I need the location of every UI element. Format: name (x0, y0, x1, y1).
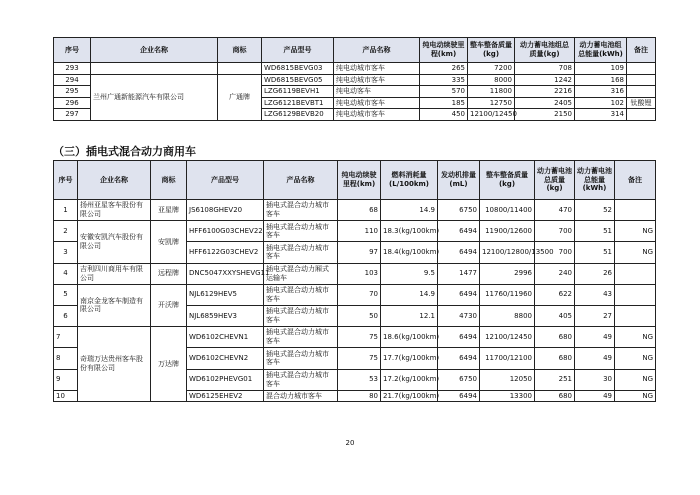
battery-mass-cell: 405 (535, 305, 575, 326)
row-number: 294 (54, 74, 91, 86)
col-header: 企业名称 (91, 38, 218, 63)
note-cell (615, 305, 656, 326)
col-header: 序号 (54, 38, 91, 63)
table-header-row (54, 38, 656, 63)
model-cell: JS6108GHEV20 (187, 200, 264, 221)
plug-in-hybrid-table (53, 160, 656, 402)
note-cell (627, 109, 656, 121)
mass-cell: 2996 (480, 263, 535, 284)
brand-cell-empty (218, 63, 262, 75)
battery-mass-cell: 680 (535, 327, 575, 348)
product-name-cell: 插电式混合动力城市客车 (264, 242, 338, 263)
company-cell: 扬州亚星客车股份有限公司 (78, 200, 151, 221)
col-header: 发动机排量(mL) (438, 161, 480, 200)
row-number: 10 (54, 390, 78, 402)
mass-cell: 11900/12600 (480, 221, 535, 242)
battery-mass-cell: 2150 (515, 109, 575, 121)
company-cell: 安徽安凯汽车股份有限公司 (78, 221, 151, 263)
product-name-cell: 插电式混合动力城市客车 (264, 369, 338, 390)
brand-cell: 广通牌 (218, 74, 262, 120)
battery-mass-cell: 700 (535, 221, 575, 242)
product-name-cell: 插电式混合动力城市客车 (264, 327, 338, 348)
mass-cell: 7200 (468, 63, 515, 75)
col-header: 整车整备质量(kg) (480, 161, 535, 200)
section-title: （三）插电式混合动力商用车 (53, 145, 196, 158)
fuel-cell: 18.6(kg/100km) (381, 327, 438, 348)
model-cell: DNC5047XXYSHEVG11 (187, 263, 264, 284)
displacement-cell: 6494 (438, 390, 480, 402)
note-cell: NG (615, 390, 656, 402)
mass-cell: 8000 (468, 74, 515, 86)
model-cell: HFF6100G03CHEV22 (187, 221, 264, 242)
battery-mass-cell: 708 (515, 63, 575, 75)
range-cell: 53 (338, 369, 381, 390)
battery-energy-cell: 51 (575, 221, 615, 242)
col-header: 纯电动续驶里程(km) (420, 38, 468, 63)
mass-cell: 12100/12800/13500 (480, 242, 535, 263)
col-header: 备注 (627, 38, 656, 63)
note-cell: 钛酸锂 (627, 97, 656, 109)
product-name-cell: 插电式混合动力城市客车 (264, 200, 338, 221)
fuel-cell: 18.3(kg/100km) (381, 221, 438, 242)
model-cell: LZG6121BEVBT1 (262, 97, 334, 109)
col-header: 商标 (151, 161, 187, 200)
col-header: 动力蓄电池总能量(kWh) (575, 161, 615, 200)
mass-cell: 11760/11960 (480, 284, 535, 305)
col-header: 产品型号 (262, 38, 334, 63)
range-cell: 185 (420, 97, 468, 109)
model-cell: WD6102CHEVN2 (187, 348, 264, 369)
model-cell: WD6815BEVG05 (262, 74, 334, 86)
row-number: 1 (54, 200, 78, 221)
note-cell (627, 74, 656, 86)
product-name-cell: 纯电动城市客车 (334, 109, 420, 121)
battery-mass-cell: 680 (535, 390, 575, 402)
model-cell: LZG6129BEVB20 (262, 109, 334, 121)
note-cell: NG (615, 348, 656, 369)
range-cell: 110 (338, 221, 381, 242)
product-name-cell: 纯电动城市客车 (334, 63, 420, 75)
battery-mass-cell: 680 (535, 348, 575, 369)
fuel-cell: 12.1 (381, 305, 438, 326)
row-number: 4 (54, 263, 78, 284)
col-header: 备注 (615, 161, 656, 200)
row-number: 5 (54, 284, 78, 305)
row-number: 293 (54, 63, 91, 75)
battery-energy-cell: 52 (575, 200, 615, 221)
col-header: 整车整备质量(kg) (468, 38, 515, 63)
col-header: 动力蓄电池组总质量(kg) (515, 38, 575, 63)
displacement-cell: 6494 (438, 348, 480, 369)
brand-cell: 万达牌 (151, 327, 187, 402)
battery-energy-cell: 49 (575, 327, 615, 348)
row-number: 9 (54, 369, 78, 390)
note-cell: NG (615, 242, 656, 263)
range-cell: 75 (338, 327, 381, 348)
range-cell: 335 (420, 74, 468, 86)
row-number: 3 (54, 242, 78, 263)
range-cell: 80 (338, 390, 381, 402)
range-cell: 265 (420, 63, 468, 75)
row-number: 8 (54, 348, 78, 369)
displacement-cell: 6494 (438, 284, 480, 305)
page-number: 20 (345, 439, 355, 447)
table-row (54, 263, 656, 284)
battery-mass-cell: 2405 (515, 97, 575, 109)
battery-energy-cell: 26 (575, 263, 615, 284)
col-header: 序号 (54, 161, 78, 200)
model-cell: LZG6119BEVH1 (262, 86, 334, 98)
col-header: 产品名称 (334, 38, 420, 63)
table-row (54, 284, 656, 305)
mass-cell: 12750 (468, 97, 515, 109)
note-cell (627, 63, 656, 75)
battery-mass-cell: 240 (535, 263, 575, 284)
battery-mass-cell: 2216 (515, 86, 575, 98)
product-name-cell: 混合动力城市客车 (264, 390, 338, 402)
mass-cell: 11800 (468, 86, 515, 98)
table-row (54, 200, 656, 221)
battery-energy-cell: 51 (575, 242, 615, 263)
battery-energy-cell: 49 (575, 390, 615, 402)
battery-mass-cell: 251 (535, 369, 575, 390)
col-header: 纯电动续驶里程(km) (338, 161, 381, 200)
row-number: 297 (54, 109, 91, 121)
range-cell: 570 (420, 86, 468, 98)
displacement-cell: 6750 (438, 369, 480, 390)
mass-cell: 12100/12450 (468, 109, 515, 121)
note-cell (615, 263, 656, 284)
battery-energy-cell: 27 (575, 305, 615, 326)
battery-energy-cell: 168 (575, 74, 627, 86)
range-cell: 50 (338, 305, 381, 326)
battery-energy-cell: 102 (575, 97, 627, 109)
table-header-row (54, 161, 656, 200)
battery-energy-cell: 49 (575, 348, 615, 369)
fuel-cell: 9.5 (381, 263, 438, 284)
product-name-cell: 纯电动城市客车 (334, 74, 420, 86)
range-cell: 75 (338, 348, 381, 369)
battery-energy-cell: 30 (575, 369, 615, 390)
model-cell: WD6815BEVG03 (262, 63, 334, 75)
battery-mass-cell: 1242 (515, 74, 575, 86)
fuel-cell: 14.9 (381, 284, 438, 305)
battery-energy-cell: 109 (575, 63, 627, 75)
displacement-cell: 6494 (438, 221, 480, 242)
row-number: 2 (54, 221, 78, 242)
note-cell (627, 86, 656, 98)
model-cell: HFF6122G03CHEV2 (187, 242, 264, 263)
company-cell: 奇瑞万达贵州客车股份有限公司 (78, 327, 151, 402)
col-header: 产品名称 (264, 161, 338, 200)
product-name-cell: 纯电动客车 (334, 86, 420, 98)
product-name-cell: 纯电动城市客车 (334, 97, 420, 109)
mass-cell: 11700/12100 (480, 348, 535, 369)
product-name-cell: 插电式混合动力厢式运输车 (264, 263, 338, 284)
fuel-cell: 18.4(kg/100km) (381, 242, 438, 263)
note-cell: NG (615, 369, 656, 390)
battery-mass-cell: 700 (535, 242, 575, 263)
model-cell: NJL6129HEV5 (187, 284, 264, 305)
mass-cell: 12100/12450 (480, 327, 535, 348)
model-cell: WD6102CHEVN1 (187, 327, 264, 348)
displacement-cell: 4730 (438, 305, 480, 326)
pure-electric-bus-table (53, 37, 656, 121)
product-name-cell: 插电式混合动力城市客车 (264, 221, 338, 242)
fuel-cell: 17.2(kg/100km) (381, 369, 438, 390)
range-cell: 97 (338, 242, 381, 263)
mass-cell: 8800 (480, 305, 535, 326)
table-row (54, 74, 656, 86)
col-header: 燃料消耗量(L/100km) (381, 161, 438, 200)
company-cell: 兰州广通新能源汽车有限公司 (91, 74, 218, 120)
note-cell (615, 284, 656, 305)
range-cell: 450 (420, 109, 468, 121)
model-cell: NJL6859HEV3 (187, 305, 264, 326)
fuel-cell: 14.9 (381, 200, 438, 221)
fuel-cell: 21.7(kg/100km) (381, 390, 438, 402)
note-cell: NG (615, 221, 656, 242)
displacement-cell: 6494 (438, 327, 480, 348)
mass-cell: 10800/11400 (480, 200, 535, 221)
model-cell: WD6125EHEV2 (187, 390, 264, 402)
battery-energy-cell: 314 (575, 109, 627, 121)
row-number: 7 (54, 327, 78, 348)
brand-cell: 安凯牌 (151, 221, 187, 263)
brand-cell: 开沃牌 (151, 284, 187, 326)
displacement-cell: 1477 (438, 263, 480, 284)
note-cell (615, 200, 656, 221)
brand-cell: 亚星牌 (151, 200, 187, 221)
product-name-cell: 插电式混合动力城市客车 (264, 305, 338, 326)
note-cell: NG (615, 327, 656, 348)
col-header: 商标 (218, 38, 262, 63)
product-name-cell: 插电式混合动力城市客车 (264, 284, 338, 305)
table-row (54, 63, 656, 75)
battery-mass-cell: 622 (535, 284, 575, 305)
range-cell: 68 (338, 200, 381, 221)
company-cell: 南京金龙客车制造有限公司 (78, 284, 151, 326)
model-cell: WD6102PHEVG01 (187, 369, 264, 390)
row-number: 296 (54, 97, 91, 109)
brand-cell: 远程牌 (151, 263, 187, 284)
range-cell: 103 (338, 263, 381, 284)
fuel-cell: 17.7(kg/100km) (381, 348, 438, 369)
displacement-cell: 6494 (438, 242, 480, 263)
col-header: 企业名称 (78, 161, 151, 200)
battery-mass-cell: 470 (535, 200, 575, 221)
mass-cell: 12050 (480, 369, 535, 390)
displacement-cell: 6750 (438, 200, 480, 221)
row-number: 6 (54, 305, 78, 326)
mass-cell: 13300 (480, 390, 535, 402)
col-header: 动力蓄电池组总能量(kWh) (575, 38, 627, 63)
company-cell-empty (91, 63, 218, 75)
battery-energy-cell: 43 (575, 284, 615, 305)
col-header: 产品型号 (187, 161, 264, 200)
product-name-cell: 插电式混合动力城市客车 (264, 348, 338, 369)
col-header: 动力蓄电池总质量(kg) (535, 161, 575, 200)
company-cell: 吉利四川商用车有限公司 (78, 263, 151, 284)
row-number: 295 (54, 86, 91, 98)
battery-energy-cell: 316 (575, 86, 627, 98)
table-row (54, 327, 656, 348)
table-row (54, 221, 656, 242)
range-cell: 70 (338, 284, 381, 305)
